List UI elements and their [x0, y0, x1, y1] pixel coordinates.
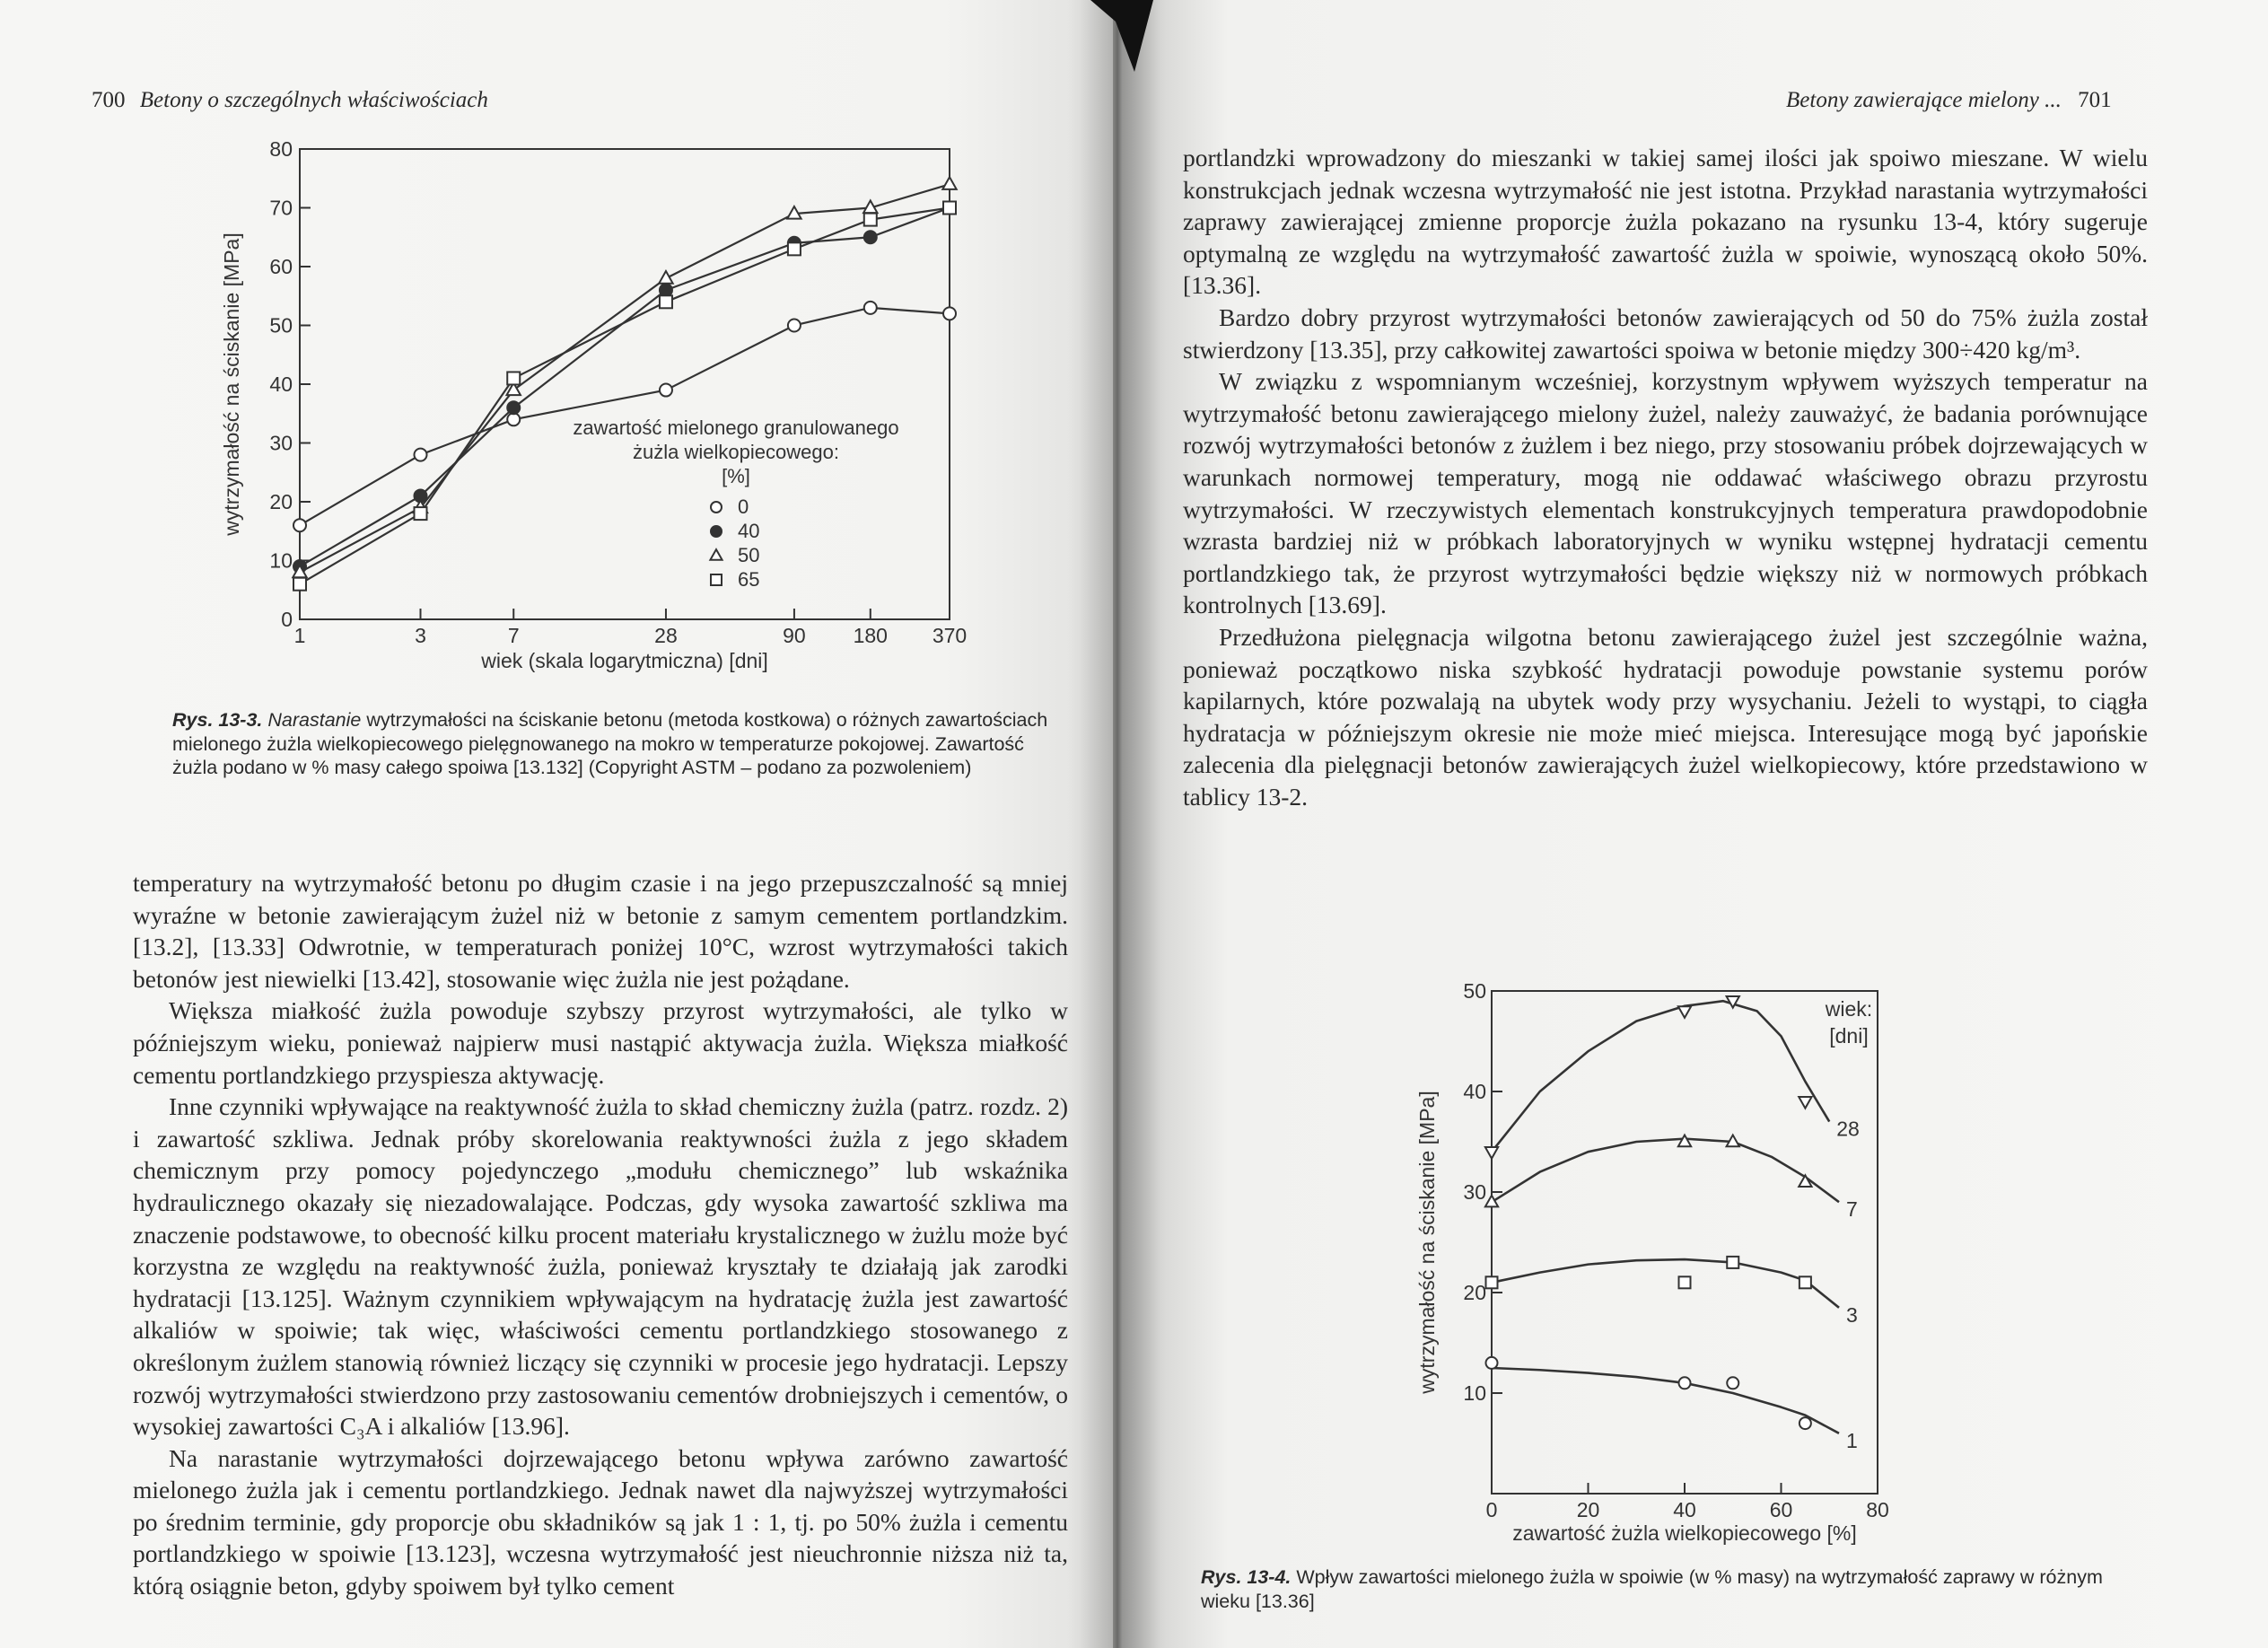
right-body: [1183, 142, 2148, 812]
right-page-number: 701: [2078, 88, 2112, 112]
fig1-x-tick-label: 3: [415, 624, 426, 647]
fig2-point-3: [1800, 1276, 1811, 1288]
figure-13-3-chart: [206, 135, 1005, 691]
fig2-point-1: [1727, 1377, 1738, 1389]
left-paragraph-4: Na narastanie wytrzymałości dojrzewającego betonu wpływa zarówno zawartość mielonego żużla jak i cementu portlandzkiego. Jednak nawet dla najwyższej wytrzymałości po średnim terminie, gdy proporcje obu składników są jak 1 : 1, tj. po 50% żużla i cementu portlandzkiego w spoiwie [13.123], wczesna wytrzymałość jest nieuchronnie niższa niż ta, którą osiągnie beton, gdyby spoiwem był tylko cement: [133, 1443, 1068, 1600]
left-running-title: Betony o szczególnych właściwościach: [139, 88, 488, 112]
fig1-legend-title: [%]: [722, 465, 750, 487]
left-running-head: [92, 88, 488, 113]
fig1-x-tick-label: 180: [853, 624, 888, 647]
fig1-x-axis-title: wiek (skala logarytmiczna) [dni]: [481, 649, 768, 672]
right-paragraph-2: Bardzo dobry przyrost wytrzymałości betonów zawierających od 50 do 75% żużla został stwierdzony [13.35], przy całkowitej zawartości spoiwa w betonie między 300÷420 kg/m³.: [1183, 302, 2148, 364]
fig2-point-3: [1679, 1276, 1691, 1288]
fig1-point-65: [943, 202, 956, 215]
fig1-point-0: [293, 519, 306, 531]
figure-13-4-text: Wpływ zawartości mielonego żużla w spoiwie (w % masy) na wytrzymałość zaprawy w różnym wieku [13.36]: [1201, 1566, 2103, 1612]
fig2-y-tick-label: 40: [1463, 1080, 1486, 1103]
fig1-point-50: [659, 271, 672, 284]
fig1-x-tick-label: 90: [783, 624, 806, 647]
right-running-head: [1786, 88, 2112, 113]
fig2-point-3: [1486, 1276, 1498, 1288]
fig1-y-tick-label: 70: [269, 196, 293, 220]
fig1-legend-title: zawartość mielonego granulowanego: [573, 416, 899, 439]
fig1-point-65: [507, 372, 520, 384]
fig2-point-28: [1485, 1147, 1498, 1159]
fig2-y-axis-title: wytrzymałość na ściskanie [MPa]: [1415, 1091, 1439, 1394]
figure-13-3-label: Rys. 13-3.: [172, 709, 263, 731]
fig1-y-tick-label: 10: [269, 548, 293, 573]
fig1-point-0: [507, 413, 520, 425]
fig2-y-tick-label: 10: [1463, 1381, 1486, 1405]
fig1-y-tick-label: 80: [269, 137, 293, 161]
figure-13-4-label: Rys. 13-4.: [1201, 1566, 1292, 1588]
fig2-legend-title: [dni]: [1829, 1024, 1869, 1048]
fig1-series-line-50: [300, 184, 950, 572]
fig1-axes: [300, 149, 950, 619]
right-running-title: Betony zawierające mielony ...: [1786, 88, 2062, 112]
fig1-point-65: [415, 507, 427, 520]
fig2-y-tick-label: 20: [1463, 1281, 1486, 1304]
fig2-curve-1: [1492, 1368, 1839, 1433]
fig2-x-tick-label: 60: [1769, 1498, 1793, 1521]
fig1-point-0: [415, 449, 427, 461]
fig1-y-tick-label: 40: [269, 373, 293, 396]
fig1-point-50: [942, 177, 956, 189]
fig2-y-tick-label: 30: [1463, 1180, 1486, 1204]
fig1-series: [293, 177, 956, 590]
fig1-point-0: [660, 384, 672, 397]
figure-13-3-text: wytrzymałości na ściskanie betonu (metoda kostkowa) o różnych zawartościach mielonego żużla wielkopiecowego pielęgnowanego na mokro w temperaturze pokojowej. Zawartość żużla podano w % masy całego spoiwa [13.132] (Copyright ASTM – podano za pozwoleniem): [172, 709, 1048, 778]
fig2-plot-frame: [1492, 991, 1878, 1494]
fig2-series-label-3: 3: [1846, 1302, 1858, 1327]
fig1-point-65: [660, 295, 672, 308]
fig2-point-1: [1486, 1357, 1498, 1369]
fig1-legend-marker: [711, 502, 722, 513]
fig2-legend-title: wiek:: [1825, 997, 1873, 1021]
fig1-y-tick-label: 50: [269, 313, 293, 337]
fig1-point-65: [864, 214, 877, 226]
fig2-x-tick-label: 20: [1576, 1498, 1600, 1521]
fig1-x-tick-label: 28: [654, 624, 678, 647]
fig2-y-tick-label: 50: [1463, 979, 1486, 1003]
fig2-point-1: [1679, 1377, 1691, 1389]
fig1-legend-marker: [711, 574, 722, 585]
fig1-y-tick-label: 20: [269, 490, 293, 513]
left-paragraph-2: Większa miałkość żużla powoduje szybszy przyrost wytrzymałości, ale tylko w późniejszym wieku, ponieważ najpierw musi nastąpić aktywacja żużla. Większa miałkość cementu portlandzkiego przyspiesza aktywację.: [133, 996, 1068, 1089]
fig1-plot-frame: [300, 149, 950, 619]
fig2-point-3: [1727, 1257, 1738, 1268]
fig1-point-0: [943, 307, 956, 320]
right-paragraph-3: W związku z wspomnianym wcześniej, korzystnym wpływem wyższych temperatur na wytrzymałość betonu zawierającego mielony żużel, należy zauważyć, że badania porównujące rozwój wytrzymałości betonów z żużlem i bez niego, przy stosowaniu próbek dojrzewających w warunkach normowej temperatury, mogą nie oddawać właściwego obrazu przyrostu wytrzymałości. W rzeczywistych elementach konstrukcyjnych temperatura prawdopodobnie wzrasta bardziej niż w próbkach laboratoryjnych w wyniku wstępnej hydratacji cementu portlandzkiego tak, że przyrost wytrzymałości będzie większy niż w normowych próbkach kontrolnych [13.69].: [1183, 367, 2148, 619]
left-paragraph-1: temperatury na wytrzymałość betonu po długim czasie i na jego przepuszczalność są mniej wyraźne w betonie zawierającym żużel niż w betonie z samym cementem portlandzkim. [13.2], [13.33] Odwrotnie, w temperaturach poniżej 10°C, wzrost wytrzymałości takich betonów jest niewielki [13.42], stosowanie więc żużla nie jest pożądane.: [133, 869, 1068, 993]
book-gutter: [1068, 0, 1167, 1648]
fig1-legend-label: 40: [738, 520, 760, 542]
fig2-point-28: [1678, 1006, 1691, 1018]
fig1-point-65: [293, 578, 306, 591]
figure-13-4-chart: [1382, 969, 1912, 1553]
fig1-point-65: [788, 242, 801, 255]
fig2-point-1: [1800, 1417, 1811, 1429]
fig2-point-28: [1799, 1097, 1811, 1109]
figure-13-3-lead: Narastanie: [267, 709, 362, 731]
fig1-legend-title: żużla wielkopiecowego:: [633, 441, 839, 463]
fig1-legend-label: 50: [738, 544, 760, 566]
left-page-number: 700: [92, 88, 126, 112]
figure-13-4-caption: [1201, 1565, 2134, 1613]
fig1-legend-label: 0: [738, 495, 749, 518]
fig2-curve-3: [1492, 1259, 1839, 1308]
fig2-point-7: [1485, 1196, 1498, 1207]
fig2-x-tick-label: 40: [1673, 1498, 1696, 1521]
fig1-legend-marker: [711, 526, 722, 537]
fig1-point-0: [864, 302, 877, 314]
right-paragraph-1: portlandzki wprowadzony do mieszanki w takiej samej ilości jak spoiwo mieszane. W wielu konstrukcjach jednak wczesna wytrzymałość nie jest istotna. Przykład narastania wytrzymałości zaprawy zawierającej zmienne proporcje żużla pokazano na rysunku 13-4, który sugeruje optymalną ze względu na wytrzymałość zawartość żużla w spoiwie, wynoszącą około 50%. [13.36].: [1183, 144, 2148, 300]
fig1-legend-marker: [710, 549, 722, 560]
left-paragraph-3: Inne czynniki wpływające na reaktywność żużla to skład chemiczny żużla (patrz. rozdz. 2) i zawartość szkliwa. Jednak próby skorelowania reaktywności żużla z jego składem chemicznym przy pomocy pojedynczego „modułu chemicznego” lub wskaźnika hydraulicznego okazały się niezadowalające. Podczas, gdy wysoka zawartość szkliwa ma znaczenie podstawowe, to obecność kilku procent materiału krystalicznego w żużlu może być korzystna ze względu na reaktywność żużla, ponieważ kryształy te działają jak zarodki hydratacji [13.125]. Ważnym czynnikiem wpływającym na hydratację żużla jest zawartość alkaliów w spoiwie; tak więc, właściwości cementu portlandzkiego stosowanego z określonym żużlem stanowią również liczący się czynniki w procesie jego hydratacji. Lepszy rozwój wytrzymałości stwierdzono przy zastosowaniu cementów drobniejszych i cementów, o wysokiej zawartości C₃A i alkaliów [13.96].: [133, 1092, 1068, 1441]
fig2-x-axis-title: zawartość żużla wielkopiecowego [%]: [1512, 1521, 1857, 1545]
fig2-x-tick-label: 0: [1485, 1498, 1498, 1521]
figure-13-3-caption: [172, 708, 1074, 780]
fig1-series-line-40: [300, 208, 950, 567]
fig2-series: [1485, 996, 1839, 1433]
fig1-y-tick-label: 0: [281, 608, 293, 631]
fig2-curve-7: [1492, 1139, 1839, 1203]
fig1-y-tick-label: 60: [269, 255, 293, 278]
fig1-point-0: [788, 320, 801, 332]
fig2-x-tick-label: 80: [1866, 1498, 1889, 1521]
fig1-y-tick-label: 30: [269, 431, 293, 455]
fig2-series-label-1: 1: [1846, 1428, 1858, 1452]
fig1-point-40: [507, 401, 520, 414]
fig1-x-tick-label: 7: [507, 624, 520, 647]
fig1-y-axis-title: wytrzymałość na ściskanie [MPa]: [220, 232, 243, 536]
fig1-point-40: [660, 284, 672, 296]
fig2-curve-28: [1492, 1001, 1829, 1152]
left-body: [133, 867, 1068, 1602]
fig2-axes: [1492, 991, 1878, 1494]
fig1-x-tick-label: 370: [932, 624, 968, 647]
fig1-legend-label: 65: [738, 568, 760, 591]
fig2-series-label-7: 7: [1846, 1197, 1858, 1222]
right-paragraph-4: Przedłużona pielęgnacja wilgotna betonu zawierającego żużel jest szczególnie ważna, ponieważ początkowo niska szybkość hydratacji powoduje powstanie systemu porów kapilarnych, które pozwalają na ubytek wody przy wysychaniu. Jeżeli to wystąpi, to ciągła hydratacja w późniejszym okresie nie może mieć miejsca. Interesujące mogą być japońskie zalecenia dla pielęgnacji betonów zawierających żużel wielkopiecowy, które przedstawiono w tablicy 13-2.: [1183, 622, 2148, 811]
fig1-series-line-65: [300, 208, 950, 584]
fig1-point-40: [864, 231, 877, 243]
fig2-series-label-28: 28: [1836, 1117, 1860, 1141]
fig2-text: [1415, 979, 1889, 1545]
fig1-x-tick-label: 1: [293, 624, 306, 647]
fig2-point-7: [1678, 1135, 1691, 1147]
